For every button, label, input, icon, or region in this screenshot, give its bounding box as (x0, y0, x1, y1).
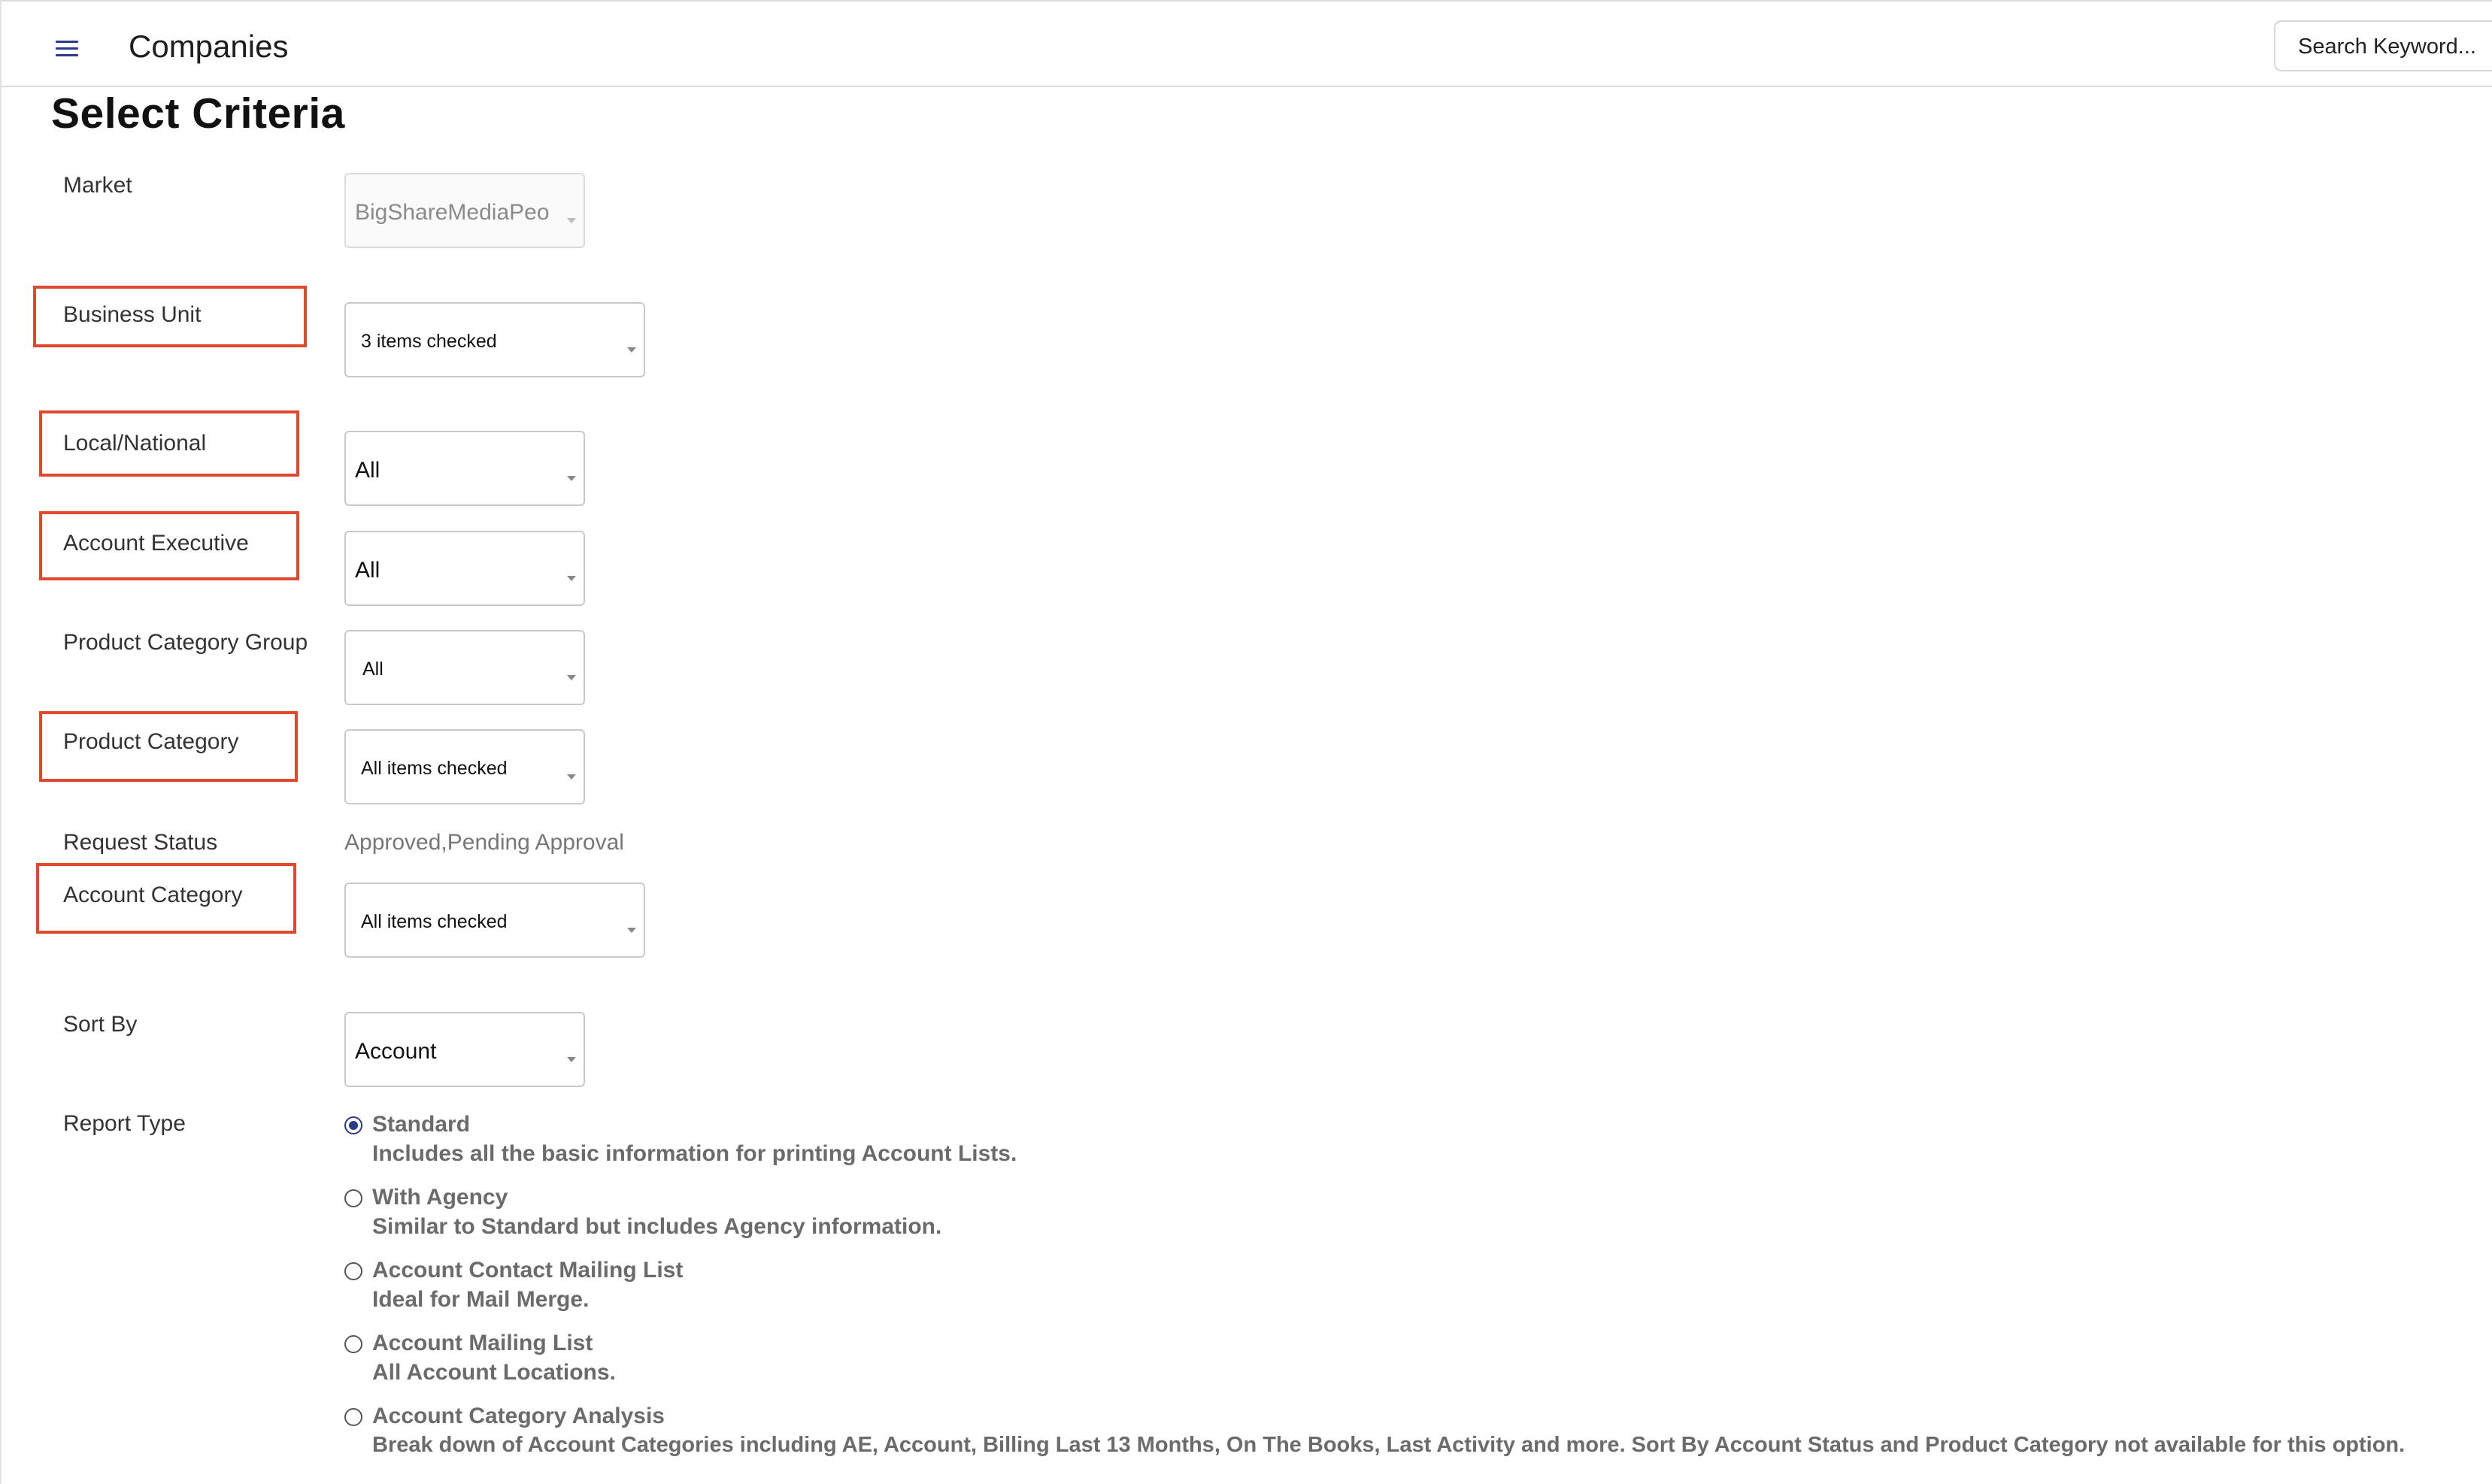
chevron-down-icon (567, 576, 576, 581)
local-national-select-value: All (355, 458, 380, 483)
radio-button[interactable] (344, 1335, 362, 1353)
chevron-down-icon (567, 476, 576, 481)
report-type-option-description: Includes all the basic information for printing Account Lists. (372, 1141, 1017, 1166)
market-select (344, 173, 585, 248)
request-status-label: Request Status (63, 830, 218, 855)
search-input[interactable]: Search Keyword... (2274, 20, 2492, 71)
report-type-option-title: With Agency (372, 1185, 508, 1210)
chevron-down-icon (627, 347, 636, 353)
radio-button[interactable] (344, 1408, 362, 1426)
chevron-down-icon (627, 928, 636, 933)
report-type-option-title: Standard (372, 1112, 471, 1137)
report-type-option-title: Account Mailing List (372, 1331, 593, 1355)
request-status-value: Approved,Pending Approval (344, 830, 624, 855)
account-executive-label: Account Executive (63, 531, 249, 556)
business-unit-select-value: 3 items checked (361, 331, 497, 352)
product-category-select[interactable] (344, 729, 585, 804)
report-type-label: Report Type (63, 1111, 186, 1136)
local-national-select[interactable] (344, 431, 585, 506)
sort-by-label: Sort By (63, 1012, 138, 1037)
product-category-group-select-value: All (362, 659, 384, 680)
report-type-option-title: Account Contact Mailing List (372, 1258, 684, 1283)
top-app-bar (0, 0, 2492, 87)
page-left-border (0, 0, 2, 1484)
market-select-value: BigShareMediaPeo (355, 200, 550, 225)
sort-by-select-value: Account (355, 1039, 437, 1064)
product-category-select-value: All items checked (361, 758, 508, 779)
account-category-select-value: All items checked (361, 911, 508, 932)
report-type-option-description: Ideal for Mail Merge. (372, 1287, 590, 1312)
product-category-label: Product Category (63, 729, 239, 754)
product-category-group-select[interactable] (344, 630, 585, 705)
sort-by-select[interactable] (344, 1012, 585, 1087)
chevron-down-icon (567, 218, 576, 223)
account-category-select[interactable] (344, 883, 645, 958)
market-label: Market (63, 173, 132, 198)
radio-button-selected[interactable] (344, 1116, 362, 1134)
chevron-down-icon (567, 675, 576, 680)
page-heading: Select Criteria (51, 89, 345, 138)
report-type-option-title: Account Category Analysis (372, 1404, 665, 1428)
business-unit-label: Business Unit (63, 302, 202, 327)
account-executive-select[interactable] (344, 531, 585, 606)
report-type-option-description: Similar to Standard but includes Agency information. (372, 1214, 942, 1239)
local-national-label: Local/National (63, 431, 207, 456)
report-type-option-description: Break down of Account Categories including AE, Account, Billing Last 13 Months, On The Books, Last Activity and more. Sort By Account Status and Product Category not available for this option. (372, 1433, 2406, 1457)
chevron-down-icon (567, 774, 576, 780)
radio-button[interactable] (344, 1262, 362, 1280)
hamburger-menu-icon[interactable] (56, 41, 78, 57)
chevron-down-icon (567, 1057, 576, 1062)
account-category-label: Account Category (63, 883, 243, 907)
business-unit-select[interactable] (344, 302, 645, 377)
product-category-group-label: Product Category Group (63, 630, 308, 655)
report-type-option-description: All Account Locations. (372, 1360, 616, 1385)
account-executive-select-value: All (355, 558, 380, 583)
radio-button[interactable] (344, 1189, 362, 1207)
app-title: Companies (129, 29, 289, 64)
